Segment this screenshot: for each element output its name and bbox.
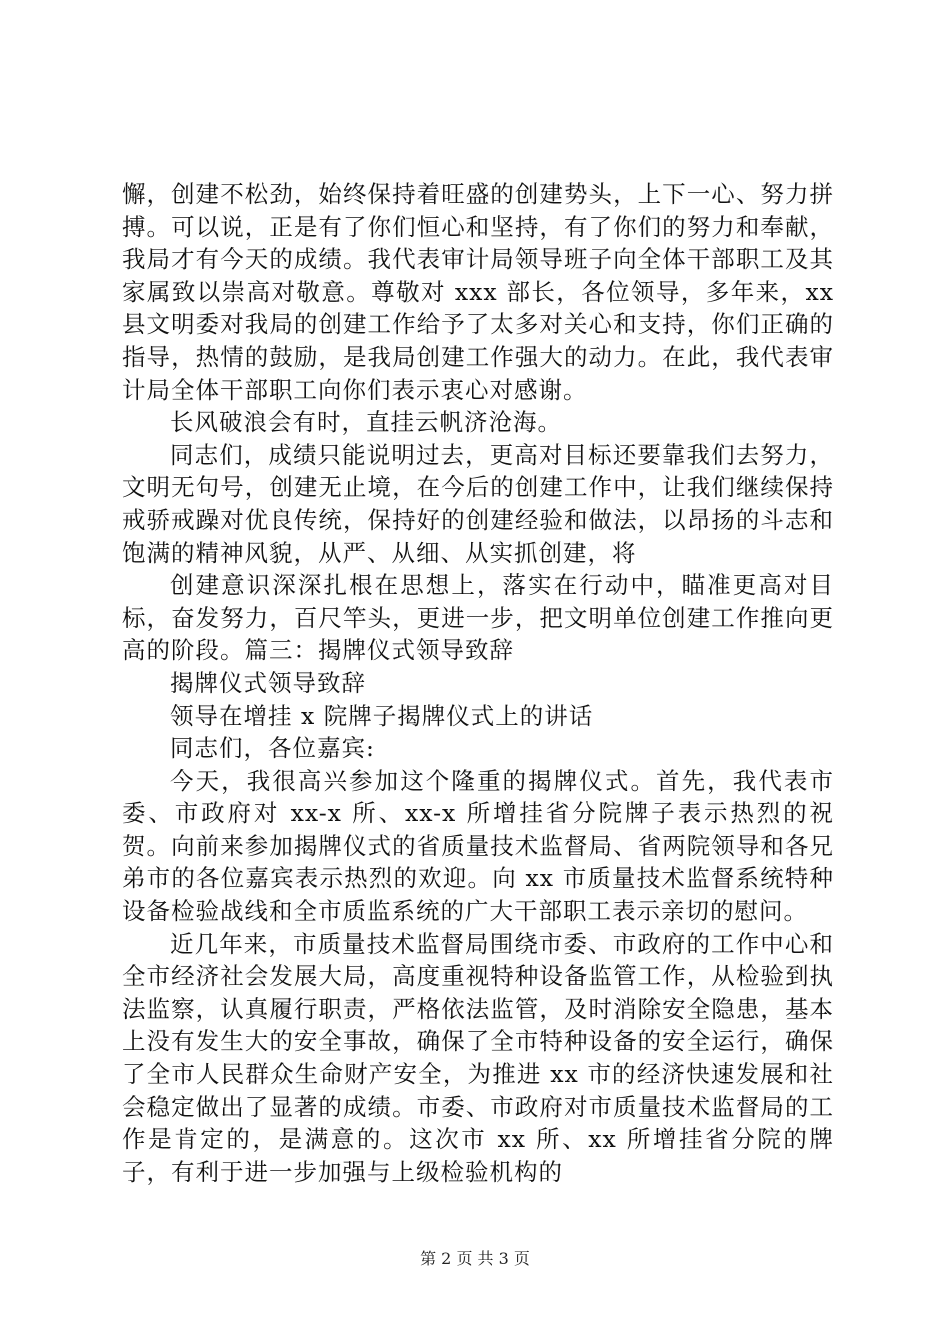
paragraph: 创建意识深深扎根在思想上，落实在行动中，瞄准更高对目标，奋发努力，百尺竿头，更进一步，把文明单位创建工作推向更高的阶段。篇三：揭牌仪式领导致辞 xyxy=(122,571,834,665)
paragraph: 同志们，成绩只能说明过去，更高对目标还要靠我们去努力，文明无句号，创建无止境，在今后的创建工作中，让我们继续保持戒骄戒躁对优良传统，保持好的创建经验和做法，以昂扬的斗志和饱满的精神风貌，从严、从细、从实抓创建，将 xyxy=(122,440,834,567)
paragraph: 近几年来，市质量技术监督局围绕市委、市政府的工作中心和全市经济社会发展大局，高度重视特种设备监管工作，从检验到执法监察，认真履行职责，严格依法监管，及时消除安全隐患，基本上没有发生大的安全事故，确保了全市特种设备的安全运行，确保了全市人民群众生命财产安全，为推进 xx 市的经济快速发展和社会稳定做出了显著的成绩。市委、市政府对市质量技术监督局的工作是肯定的，是满意的。这次市 xx 所、xx 所增挂省分院的牌子，有利于进一步加强与上级检验机构的 xyxy=(122,929,834,1186)
page-number: 第 2 页 共 3 页 xyxy=(420,1249,530,1268)
section-title: 揭牌仪式领导致辞 xyxy=(170,668,366,697)
salutation: 同志们，各位嘉宾: xyxy=(170,734,375,763)
paragraph: 今天，我很高兴参加这个隆重的揭牌仪式。首先，我代表市委、市政府对 xx-x 所、xx-x 所增挂省分院牌子表示热烈的祝贺。向前来参加揭牌仪式的省质量技术监督局、省两院领导和各兄弟市的各位嘉宾表示热烈的欢迎。向 xx 市质量技术监督系统特种设备检验战线和全市质监系统的广大干部职工表示亲切的慰问。 xyxy=(122,766,834,926)
paragraph: 懈，创建不松劲，始终保持着旺盛的创建势头，上下一心、努力拼搏。可以说，正是有了你们恒心和坚持，有了你们的努力和奉献，我局才有今天的成绩。我代表审计局领导班子向全体干部职工及其家属致以崇高对敬意。尊敬对 xxx 部长，各位领导，多年来，xx 县文明委对我局的创建工作给予了太多对关心和支持，你们正确的指导，热情的鼓励，是我局创建工作强大的动力。在此，我代表审计局全体干部职工向你们表示衷心对感谢。 xyxy=(122,180,834,404)
document-body xyxy=(122,178,834,1188)
paragraph: 长风破浪会有时，直挂云帆济沧海。 xyxy=(170,408,562,437)
speech-title: 领导在增挂 x 院牌子揭牌仪式上的讲话 xyxy=(170,701,594,730)
